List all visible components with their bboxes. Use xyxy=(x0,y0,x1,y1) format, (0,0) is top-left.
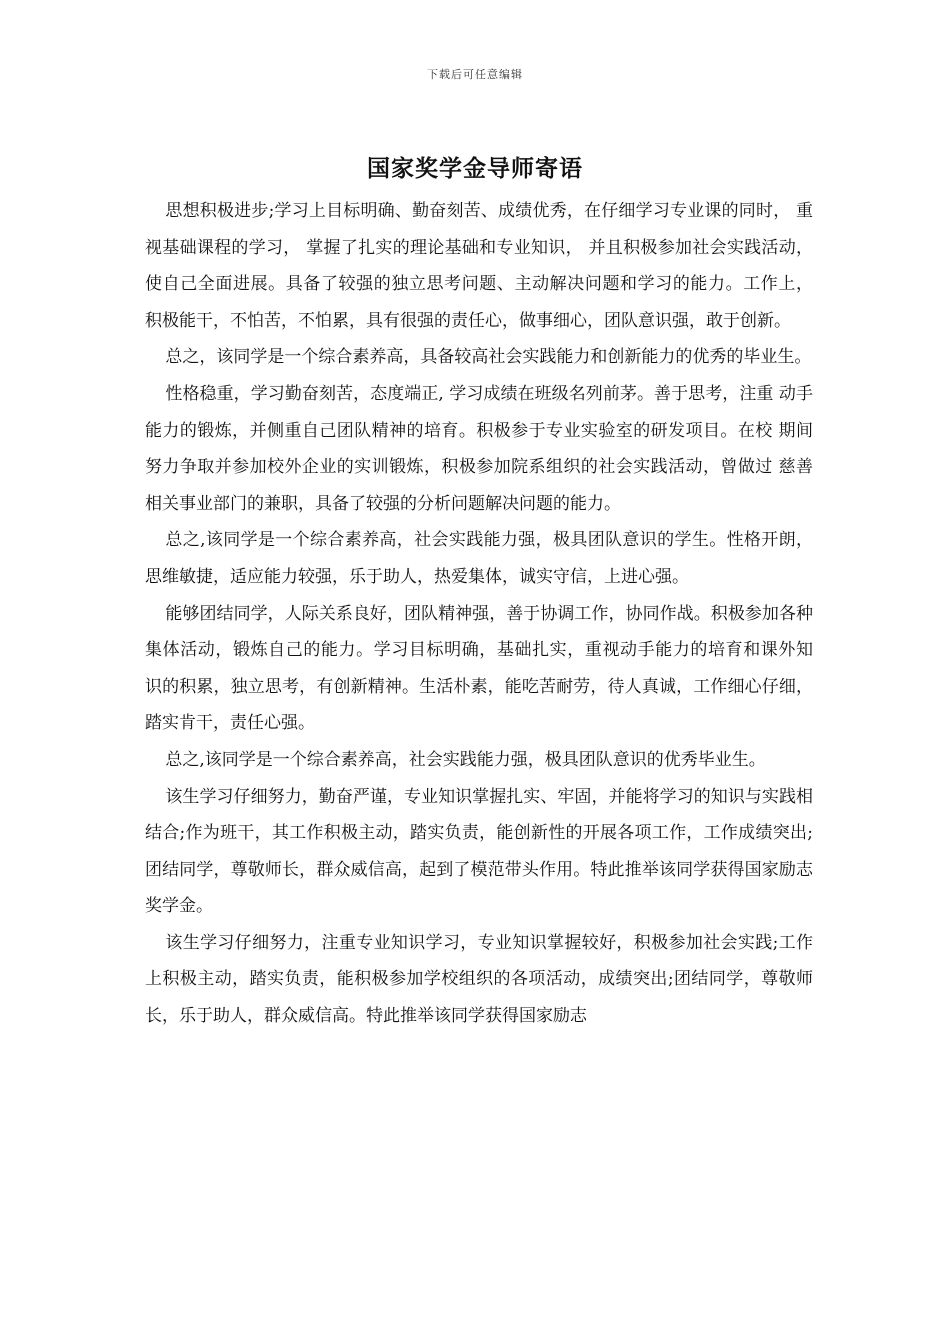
document-title: 国家奖学金导师寄语 xyxy=(367,155,583,182)
paragraph: 思想积极进步;学习上目标明确、勤奋刻苦、成绩优秀，在仔细学习专业课的同时， 重视基础课程的学习， 掌握了扎实的理论基础和专业知识， 并且积极参加社会实践活动， 使自己全面进展。具备了较强的独立思考问题、主动解决问题和学习的能力。工作上， 积极能干，不怕苦，不怕累，具有很强的责任心，做事细心，团队意识强，敢于创新。 xyxy=(145,201,813,331)
header-note: 下载后可任意编辑 xyxy=(427,68,523,81)
paragraph: 总之，该同学是一个综合素养高，具备较高社会实践能力和创新能力的优秀的毕业生。 xyxy=(165,347,812,368)
paragraph: 该生学习仔细努力，注重专业知识学习，专业知识掌握较好，积极参加社会实践;工作上积极主动，踏实负责，能积极参加学校组织的各项活动，成绩突出;团结同学，尊敬师长，乐于助人，群众威信高。特此推举该同学获得国家励志 xyxy=(145,932,813,1027)
paragraph: 总之,该同学是一个综合素养高，社会实践能力强，极具团队意识的学生。性格开朗，思维敏捷，适应能力较强，乐于助人，热爱集体，诚实守信，上进心强。 xyxy=(145,530,813,587)
paragraph: 该生学习仔细努力，勤奋严谨，专业知识掌握扎实、牢固，并能将学习的知识与实践相结合;作为班干，其工作积极主动，踏实负责，能创新性的开展各项工作，工作成绩突出;团结同学，尊敬师长，群众威信高，起到了模范带头作用。特此推举该同学获得国家励志奖学金。 xyxy=(145,786,813,917)
paragraph: 能够团结同学，人际关系良好，团队精神强，善于协调工作，协同作战。积极参加各种 集体活动，锻炼自己的能力。学习目标明确，基础扎实，重视动手能力的培育和课外知 识的积累，独立思考，有创新精神。生活朴素，能吃苦耐劳，待人真诚，工作细心仔细， 踏实肯干，责任心强。 xyxy=(145,603,813,734)
document-body xyxy=(145,193,813,1035)
paragraph: 总之,该同学是一个综合素养高，社会实践能力强，极具团队意识的优秀毕业生。 xyxy=(165,749,766,770)
paragraph: 性格稳重，学习勤奋刻苦，态度端正, 学习成绩在班级名列前茅。善于思考，注重 动手能力的锻炼，并侧重自己团队精神的培育。积极参于专业实验室的研发项目。在校 期间努力争取并参加校外企业的实训锻炼，积极参加院系组织的社会实践活动，曾做过 慈善相关事业部门的兼职，具备了较强的分析问题解决问题的能力。 xyxy=(145,383,813,514)
